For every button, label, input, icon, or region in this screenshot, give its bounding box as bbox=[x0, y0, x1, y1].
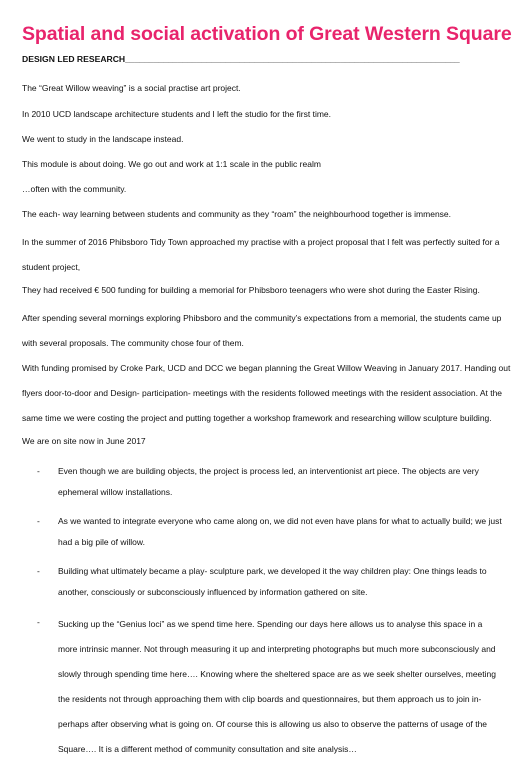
bullet-dash: - bbox=[37, 617, 40, 627]
paragraph: They had received € 500 funding for building a memorial for Phibsboro teenagers who were shot during the Easter Rising. bbox=[22, 285, 480, 295]
paragraph: In the summer of 2016 Phibsboro Tidy Town approached my practise with a project proposal that I felt was perfectly suited for a student project, bbox=[22, 237, 500, 272]
page-title: Spatial and social activation of Great Western Square bbox=[22, 23, 512, 45]
list-item: Even though we are building objects, the project is process led, an interventionist art piece. The objects are very ephemeral willow installations. bbox=[58, 466, 479, 497]
paragraph: With funding promised by Croke Park, UCD and DCC we began planning the Great Willow Weaving in January 2017. Handing out flyers door-to-door and Design- participation- meetings with the residents followed meetings with the resident association. At the same time we were costing the project and putting together a workshop framework and researching willow sculpture building. bbox=[22, 363, 511, 423]
list-item: As we wanted to integrate everyone who came along on, we did not even have plans for what to actually build; we just had a big pile of willow. bbox=[58, 516, 502, 547]
bullet-dash: - bbox=[37, 566, 40, 576]
paragraph: We are on site now in June 2017 bbox=[22, 436, 146, 446]
bullet-dash: - bbox=[37, 516, 40, 526]
list-item: Building what ultimately became a play- sculpture park, we developed it the way children play: One things leads to another, consciously or subconsciously influenced by information gathered on site. bbox=[58, 566, 487, 597]
paragraph: We went to study in the landscape instead. bbox=[22, 134, 184, 144]
paragraph: After spending several mornings exploring Phibsboro and the community’s expectations from a memorial, the students came up with several proposals. The community chose four of them. bbox=[22, 313, 502, 348]
list-item: Sucking up the “Genius loci” as we spend time here. Spending our days here allows us to analyse this space in a more intrinsic manner. Not through measuring it up and interpreting photographs but much more subconsciously and slowly through spending time here…. Knowing where the sheltered space are as we seek shelter ourselves, meeting the residents not through approaching them with clip boards and questionnaires, but them approach us to join in- perhaps after observing what is going on. Of course this is allowing us also to observe the patterns of usage of the Square…. It is a different method of community consultation and site analysis… bbox=[58, 619, 496, 754]
bullet-dash: - bbox=[37, 466, 40, 476]
paragraph: The each- way learning between students and community as they “roam” the neighbourhood together is immense. bbox=[22, 209, 452, 219]
section-heading: DESIGN LED RESEARCH______________________________________________________________________ bbox=[22, 54, 460, 64]
paragraph: …often with the community. bbox=[22, 184, 127, 194]
paragraph: The “Great Willow weaving” is a social practise art project. bbox=[22, 83, 241, 93]
paragraph: In 2010 UCD landscape architecture students and I left the studio for the first time. bbox=[22, 109, 331, 119]
paragraph: This module is about doing. We go out and work at 1:1 scale in the public realm bbox=[22, 159, 321, 169]
